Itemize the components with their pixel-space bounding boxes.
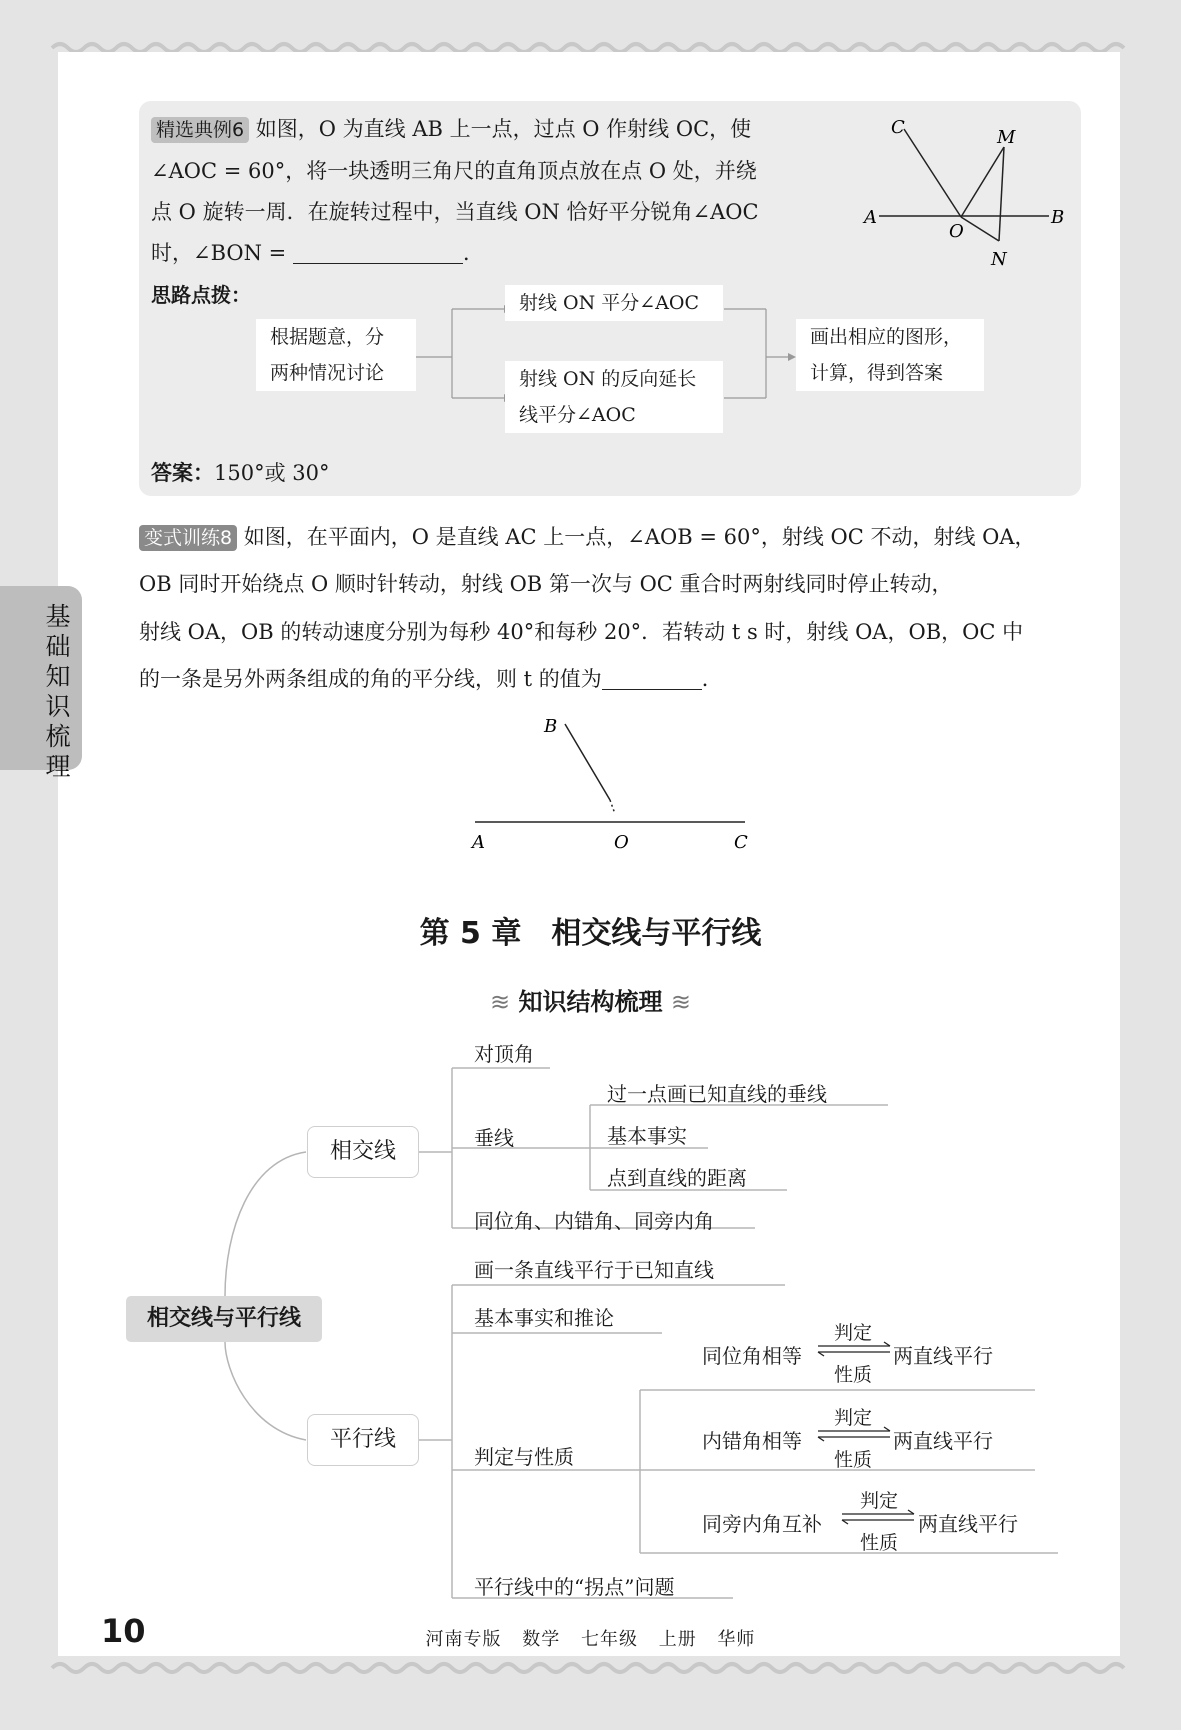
example-tag: 精选典例6 bbox=[151, 117, 249, 143]
example-line-3: 点 O 旋转一周．在旋转过程中，当直线 ON 恰好平分锐角∠AOC bbox=[151, 200, 759, 224]
rel3-judge: 判定 bbox=[860, 1490, 899, 1512]
fig-label-o: O bbox=[949, 221, 964, 242]
page-number: 10 bbox=[101, 1612, 146, 1650]
flow-end: 画出相应的图形， 计算，得到答案 bbox=[796, 319, 984, 391]
rel2-right: 两直线平行 bbox=[893, 1429, 993, 1453]
node-intersect: 相交线 bbox=[307, 1126, 419, 1178]
rel1-judge: 判定 bbox=[834, 1322, 873, 1344]
flow-branch-2: 射线 ON 的反向延长 线平分∠AOC bbox=[505, 361, 723, 433]
node-perp-2: 基本事实 bbox=[607, 1124, 687, 1148]
var-fig-label-o: O bbox=[614, 832, 629, 850]
mindmap-root: 相交线与平行线 bbox=[126, 1296, 322, 1342]
rel3-right: 两直线平行 bbox=[918, 1512, 1018, 1536]
node-turning: 平行线中的“拐点”问题 bbox=[474, 1575, 675, 1599]
think-label: 思路点拨： bbox=[151, 283, 251, 307]
chapter-title: 第 5 章 相交线与平行线 bbox=[419, 916, 762, 951]
rel1-prop: 性质 bbox=[834, 1364, 873, 1386]
rel1-right: 两直线平行 bbox=[893, 1344, 993, 1368]
footer-info: 河南专版 数学 七年级 上册 华师 bbox=[425, 1629, 756, 1650]
node-draw-parallel: 画一条直线平行于已知直线 bbox=[474, 1258, 714, 1282]
node-angles: 同位角、内错角、同旁内角 bbox=[474, 1209, 714, 1233]
fig-label-n: N bbox=[991, 249, 1007, 270]
variant-line-3: 射线 OA，OB 的转动速度分别为每秒 40°和每秒 20°．若转动 t s 时，射线 OA，OB，OC 中 bbox=[139, 620, 1024, 644]
wave-icon: ≋ bbox=[670, 988, 691, 1016]
node-perpendicular: 垂线 bbox=[474, 1126, 514, 1150]
flow-start: 根据题意，分 两种情况讨论 bbox=[256, 319, 416, 391]
var-fig-label-a: A bbox=[472, 832, 485, 850]
section-title: ≋ 知识结构梳理 ≋ bbox=[490, 988, 691, 1016]
rel2-judge: 判定 bbox=[834, 1407, 873, 1429]
node-perp-3: 点到直线的距离 bbox=[607, 1166, 747, 1190]
wave-icon: ≋ bbox=[490, 988, 511, 1016]
rel1-left: 同位角相等 bbox=[702, 1344, 802, 1368]
node-parallel: 平行线 bbox=[307, 1414, 419, 1466]
fig-label-m: M bbox=[997, 127, 1016, 148]
node-perp-1: 过一点画已知直线的垂线 bbox=[607, 1082, 827, 1106]
example-line-4: 时，∠BON = ． bbox=[151, 241, 484, 265]
rel2-prop: 性质 bbox=[834, 1449, 873, 1471]
variant-line-1: 变式训练8 如图，在平面内，O 是直线 AC 上一点，∠AOB = 60°，射线 OC 不动，射线 OA， bbox=[139, 521, 1036, 551]
node-facts: 基本事实和推论 bbox=[474, 1306, 614, 1330]
example-line-1: 精选典例6 如图，O 为直线 AB 上一点，过点 O 作射线 OC，使 bbox=[151, 113, 751, 143]
rel2-left: 内错角相等 bbox=[702, 1429, 802, 1453]
fig-label-c: C bbox=[891, 117, 905, 138]
example-line-2: ∠AOC = 60°，将一块透明三角尺的直角顶点放在点 O 处，并绕 bbox=[151, 159, 757, 183]
node-judge-props: 判定与性质 bbox=[474, 1445, 574, 1469]
rel3-left: 同旁内角互补 bbox=[702, 1512, 822, 1536]
fig-label-b: B bbox=[1051, 207, 1065, 228]
var-fig-label-b: B bbox=[544, 716, 558, 737]
variant-line-4: 的一条是另外两条组成的角的平分线，则 t 的值为 ． bbox=[139, 667, 723, 691]
node-vertical-angles: 对顶角 bbox=[474, 1042, 534, 1066]
variant-tag: 变式训练8 bbox=[139, 525, 237, 551]
answer-line: 答案：150°或 30° bbox=[151, 461, 330, 485]
flow-branch-1: 射线 ON 平分∠AOC bbox=[505, 285, 723, 321]
fig-label-a: A bbox=[864, 207, 877, 228]
var-fig-label-c: C bbox=[734, 832, 748, 850]
rel3-prop: 性质 bbox=[860, 1532, 899, 1554]
variant-line-2: OB 同时开始绕点 O 顺时针转动，射线 OB 第一次与 OC 重合时两射线同时停止转动， bbox=[139, 572, 953, 596]
side-tab-label: 基础知识梳理 bbox=[45, 602, 71, 781]
